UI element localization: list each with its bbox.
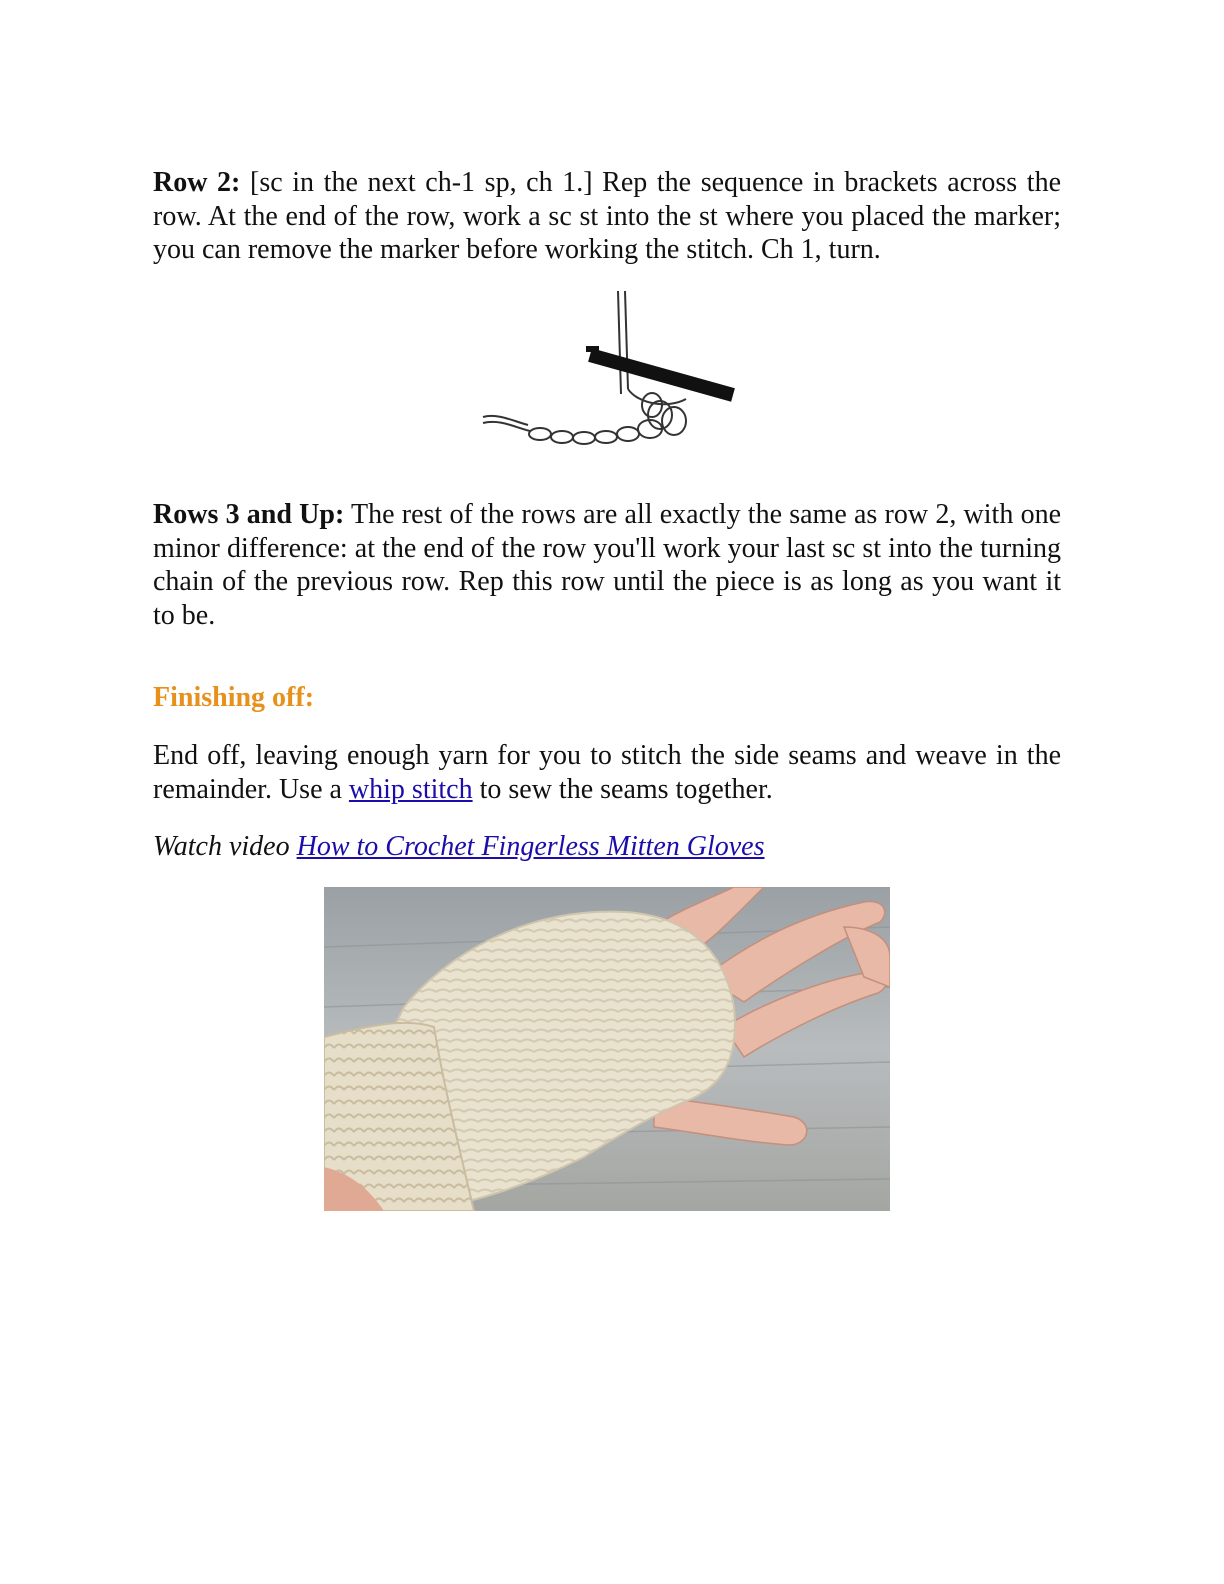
video-block <box>153 830 1061 864</box>
rows-3-block <box>153 498 1061 632</box>
row-2-text: [sc in the next ch-1 sp, ch 1.] Rep the sequence in brackets across the row. At the end of the row, work a sc st into the st where you placed the marker; you can remove the marker before working the stitch. Ch 1, turn. <box>153 167 1062 265</box>
finishing-heading: Finishing off: <box>153 682 315 713</box>
page-content <box>153 166 1061 267</box>
crochet-chain-illustration <box>478 289 740 457</box>
finishing-block <box>153 739 1061 806</box>
rows-3-paragraph <box>153 498 1061 632</box>
finishing-paragraph <box>153 739 1061 806</box>
video-line <box>153 830 1061 864</box>
glove-photo[interactable] <box>324 887 890 1211</box>
finishing-text-before: End off, leaving enough yarn for you to stitch the side seams and weave in the remainder. Use a <box>153 740 1061 805</box>
video-link[interactable]: How to Crochet Fingerless Mitten Gloves <box>296 831 765 862</box>
whip-stitch-link[interactable]: whip stitch <box>348 773 473 805</box>
rows-3-text: The rest of the rows are all exactly the same as row 2, with one minor difference: at the end of the row you'll work your last sc st into the turning chain of the previous row. Rep this row until the piece is as long as you want it to be. <box>153 499 1061 631</box>
row-2-label: Row 2: <box>153 167 241 198</box>
row-2-paragraph <box>153 166 1061 267</box>
rows-3-label: Rows 3 and Up: <box>153 499 345 530</box>
video-prefix: Watch video <box>153 831 297 862</box>
finishing-text-after: to sew the seams together. <box>472 773 773 805</box>
